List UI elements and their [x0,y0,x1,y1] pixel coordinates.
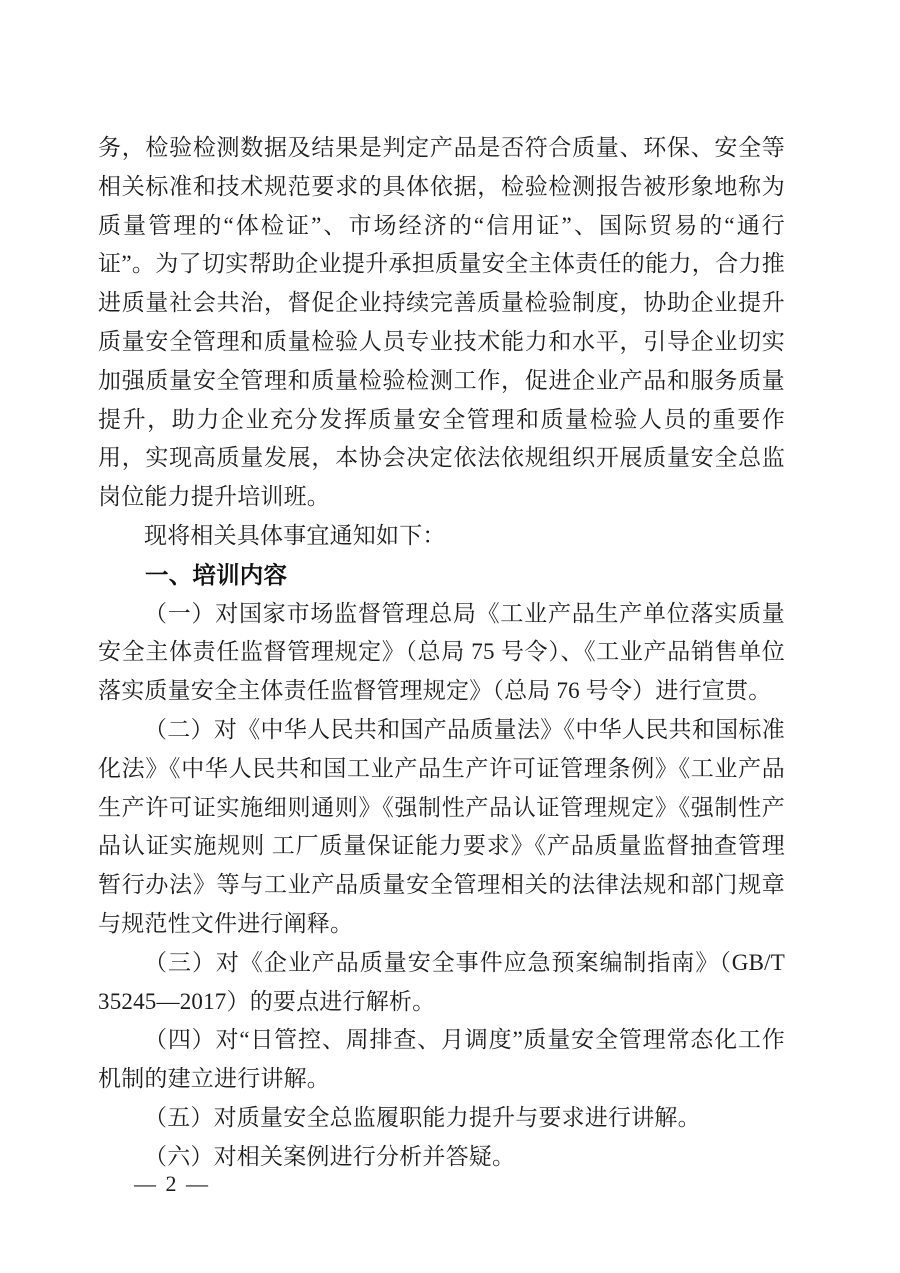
paragraph-item-4: （四）对“日管控、周排查、月调度”质量安全管理常态化工作机制的建立进行讲解。 [98,1027,785,1092]
section-heading-training-content: 一、培训内容 [145,560,288,589]
paragraph-item-6: （六）对相关案例进行分析并答疑。 [144,1143,516,1169]
paragraph-notice-lead: 现将相关具体事宜通知如下： [144,522,446,548]
page-number: — 2 — [134,1171,210,1196]
paragraph-item-2: （二）对《中华人民共和国产品质量法》《中华人民共和国标准化法》《中华人民共和国工业产品生产许可证管理条例》《工业产品生产许可证实施细则通则》《强制性产品认证管理规定》《强制性产品认证实施规则 工厂质量保证能力要求》《产品质量监督抽查管理暂行办法》等与工业产品质量安全管理相关的法律法规和部门规章与规范性文件进行阐释。 [98,716,785,936]
paragraph-item-3: （三）对《企业产品质量安全事件应急预案编制指南》（GB/T 35245—2017）的要点进行解析。 [98,949,785,1014]
paragraph-item-5: （五）对质量安全总监履职能力提升与要求进行讲解。 [144,1104,701,1130]
paragraph-intro-continuation: 务，检验检测数据及结果是判定产品是否符合质量、环保、安全等相关标准和技术规范要求的具体依据，检验检测报告被形象地称为质量管理的“体检证”、市场经济的“信用证”、国际贸易的“通行证”。为了切实帮助企业提升承担质量安全主体责任的能力，合力推进质量社会共治，督促企业持续完善质量检验制度，协助企业提升质量安全管理和质量检验人员专业技术能力和水平，引导企业切实加强质量安全管理和质量检验检测工作，促进企业产品和服务质量提升，助力企业充分发挥质量安全管理和质量检验人员的重要作用，实现高质量发展，本协会决定依法依规组织开展质量安全总监岗位能力提升培训班。 [98,135,785,510]
document-body [98,129,785,1177]
paragraph-item-1: （一）对国家市场监督管理总局《工业产品生产单位落实质量安全主体责任监督管理规定》（总局 75 号令）、《工业产品销售单位落实质量安全主体责任监督管理规定》（总局 76 号令）进行宣贯。 [98,600,785,704]
